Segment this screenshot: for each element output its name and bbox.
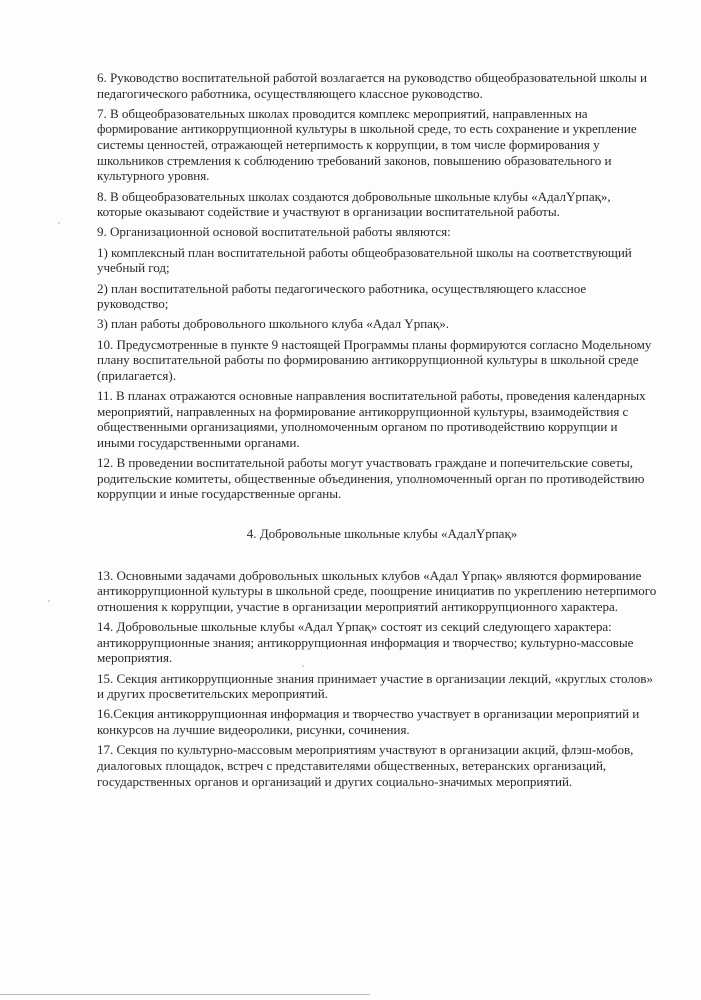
- document-body: [97, 70, 657, 794]
- list-item-9-2: 2) план воспитательной работы педагогического работника, осуществляющего классное руководство;: [97, 280, 587, 312]
- paragraph-13: 13. Основными задачами добровольных школьных клубов «Адал Үрпақ» являются формирование антикоррупционной культуры в школьной среде, поощрение инициатив по укреплению нетерпимого отношения к коррупции, участие в организации мероприятий антикоррупционного характера.: [97, 567, 657, 614]
- paragraph-6: 6. Руководство воспитательной работой возлагается на руководство общеобразовательной школы и педагогического работника, осуществляющего классное руководство.: [97, 70, 647, 101]
- scan-speck: [58, 222, 60, 224]
- section-heading: 4. Добровольные школьные клубы «АдалҮрпақ»: [246, 526, 518, 542]
- paragraph-12: 12. В проведении воспитательной работы могут участвовать граждане и попечительские советы, родительские комитеты, общественные объединения, уполномоченный орган по противодействию коррупции и иные государственные органы.: [97, 455, 645, 502]
- list-item-9-1: 1) комплексный план воспитательной работы общеобразовательной школы на соответствующий учебный год;: [97, 244, 632, 276]
- paragraph-9: 9. Организационной основой воспитательной работы являются:: [97, 224, 451, 240]
- paragraph-8: 8. В общеобразовательных школах создаются добровольные школьные клубы «АдалҮрпақ», которые оказывают содействие и участвуют в организации воспитательной работы.: [97, 188, 611, 220]
- paragraph-10: 10. Предусмотренные в пункте 9 настоящей Программы планы формируются согласно Модельному плану воспитательной работы по формированию антикоррупционной культуры в школьной среде (прилагается).: [97, 336, 652, 383]
- paragraph-17: 17. Секция по культурно-массовым мероприятиям участвуют в организации акций, флэш-мобов, диалоговых площадок, встреч с представителями общественных, ветеранских организаций, государственных органов и организаций и других социально-значимых мероприятий.: [97, 742, 634, 789]
- scan-speck: [48, 600, 50, 602]
- list-item-9-3: 3) план работы добровольного школьного клуба «Адал Үрпақ».: [97, 316, 449, 332]
- scan-speck: [302, 665, 304, 667]
- paragraph-15: 15. Секция антикоррупционные знания принимает участие в организации лекций, «круглых столов» и других просветительских мероприятий.: [97, 670, 653, 702]
- paragraph-11: 11. В планах отражаются основные направления воспитательной работы, проведения календарных мероприятий, направленных на формирование антикоррупционной культуры, взаимодействия с общественными организациями, уполномоченным органом по противодействию коррупции и иными государственными органами.: [97, 388, 646, 450]
- paragraph-16: 16.Секция антикоррупционная информация и творчество участвует в организации мероприятий и конкурсов на лучшие видеоролики, рисунки, сочинения.: [97, 706, 640, 738]
- scan-edge-line: [0, 994, 370, 995]
- paragraph-7: 7. В общеобразовательных школах проводится комплекс мероприятий, направленных на формирование антикоррупционной культуры в школьной среде, то есть сохранение и укрепление системы ценностей, отражающей нетерпимость к коррупции, в том числе формирования у школьников стремления к соблюдению требований законов, повышению образовательного и культурного уровня.: [97, 105, 637, 184]
- paragraph-14: 14. Добровольные школьные клубы «Адал Үрпақ» состоят из секций следующего характера: антикоррупционные знания; антикоррупционная информация и творчество; культурно-массовые мероприятия.: [97, 619, 634, 666]
